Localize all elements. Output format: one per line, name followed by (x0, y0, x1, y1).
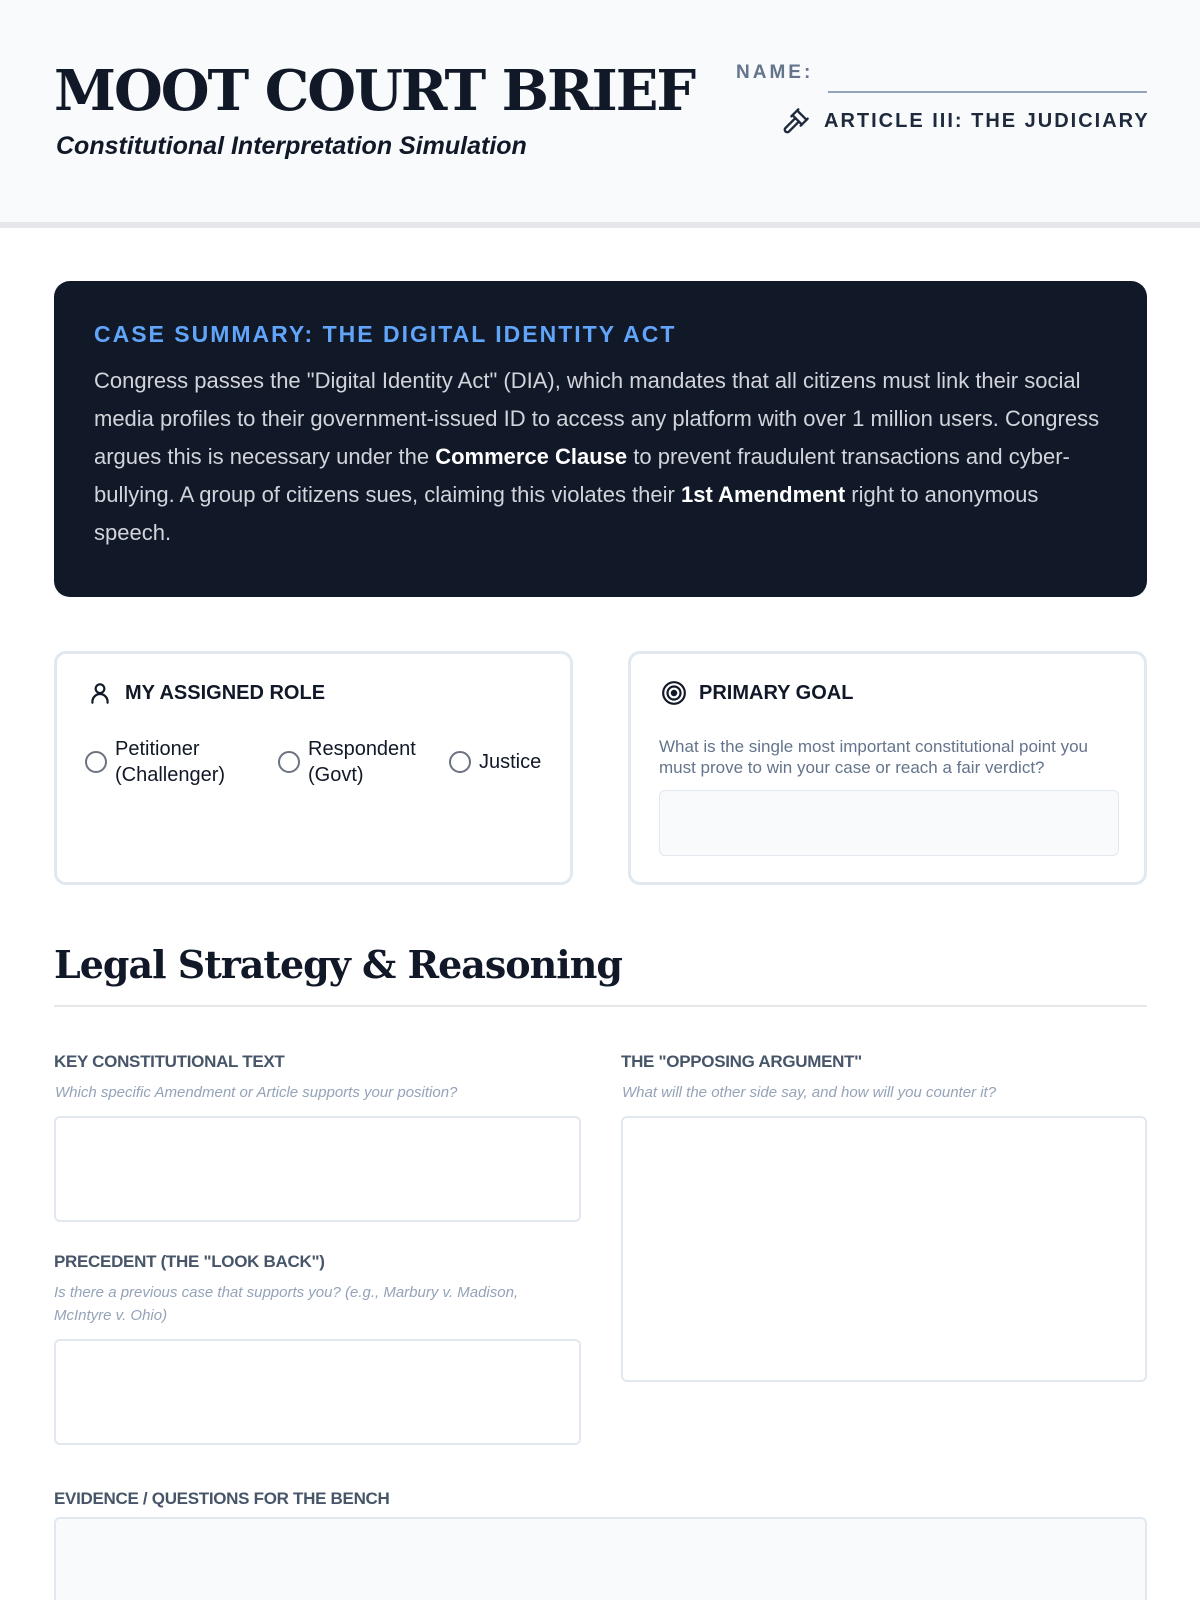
case-text-part: to prevent fraudulent transactions and cyber-bullying. A group of citizens sues, claiming this violates their (94, 444, 1070, 507)
legal-strategy-title: Legal Strategy & Reasoning (54, 942, 622, 987)
role-radio-group (85, 736, 555, 788)
name-label: NAME: (736, 62, 814, 83)
radio-button[interactable] (449, 751, 471, 773)
case-text-part: Congress passes the "Digital Identity Act" (DIA), which mandates that all citizens must link their social media profiles to their government-issued ID to access any platform with over 1 million users. Congress argues this is necessary under the (94, 368, 1100, 469)
primary-goal-title: PRIMARY GOAL (699, 681, 854, 704)
radio-button[interactable] (278, 751, 300, 773)
key-text-hint: Which specific Amendment or Article supports your position? (55, 1084, 458, 1101)
precedent-hint: Is there a previous case that supports you? (e.g., Marbury v. Madison, McIntyre v. Ohio) (54, 1284, 519, 1324)
case-bold-commerce-clause: Commerce Clause (435, 444, 628, 469)
role-option-label: Justice (479, 751, 542, 773)
primary-goal-input[interactable] (659, 790, 1119, 856)
assigned-role-header (87, 680, 325, 706)
page-subtitle: Constitutional Interpretation Simulation (56, 132, 527, 160)
role-option-petitioner[interactable] (85, 736, 278, 788)
primary-goal-header (661, 680, 853, 706)
opposing-argument-input[interactable] (621, 1116, 1147, 1382)
role-option-label: Respondent (Govt) (308, 738, 416, 786)
case-summary-panel (54, 281, 1147, 597)
case-summary-title: CASE SUMMARY: THE DIGITAL IDENTITY ACT (94, 321, 677, 347)
header (0, 0, 1200, 228)
case-summary-text (94, 362, 1104, 552)
assigned-role-title: MY ASSIGNED ROLE (125, 681, 326, 704)
primary-goal-card (628, 651, 1147, 885)
key-text-label: KEY CONSTITUTIONAL TEXT (54, 1052, 285, 1071)
radio-button[interactable] (85, 751, 107, 773)
role-option-label: Petitioner (Challenger) (115, 738, 226, 786)
case-text-part: right to anonymous speech. (94, 482, 1039, 545)
assigned-role-card (54, 651, 573, 885)
opposing-argument-hint: What will the other side say, and how will you counter it? (622, 1084, 997, 1101)
article-label: ARTICLE III: THE JUDICIARY (824, 109, 1150, 132)
evidence-label: EVIDENCE / QUESTIONS FOR THE BENCH (54, 1489, 390, 1508)
opposing-argument-label: THE "OPPOSING ARGUMENT" (621, 1052, 862, 1071)
role-option-justice[interactable] (449, 736, 541, 788)
evidence-input[interactable] (54, 1517, 1147, 1600)
user-icon (87, 680, 113, 706)
precedent-label: PRECEDENT (THE "LOOK BACK") (54, 1252, 325, 1271)
key-text-input[interactable] (54, 1116, 581, 1222)
primary-goal-question: What is the single most important constitutional point you must prove to win your case or reach a fair verdict? (659, 737, 1088, 777)
role-option-respondent[interactable] (278, 736, 449, 788)
target-icon (661, 680, 687, 706)
article-tag (782, 106, 1150, 136)
page-title: MOOT COURT BRIEF (54, 58, 695, 124)
gavel-icon (782, 107, 810, 135)
section-divider (54, 1005, 1147, 1007)
precedent-input[interactable] (54, 1339, 581, 1445)
name-field[interactable] (828, 91, 1147, 93)
case-bold-first-amendment: 1st Amendment (680, 482, 846, 507)
